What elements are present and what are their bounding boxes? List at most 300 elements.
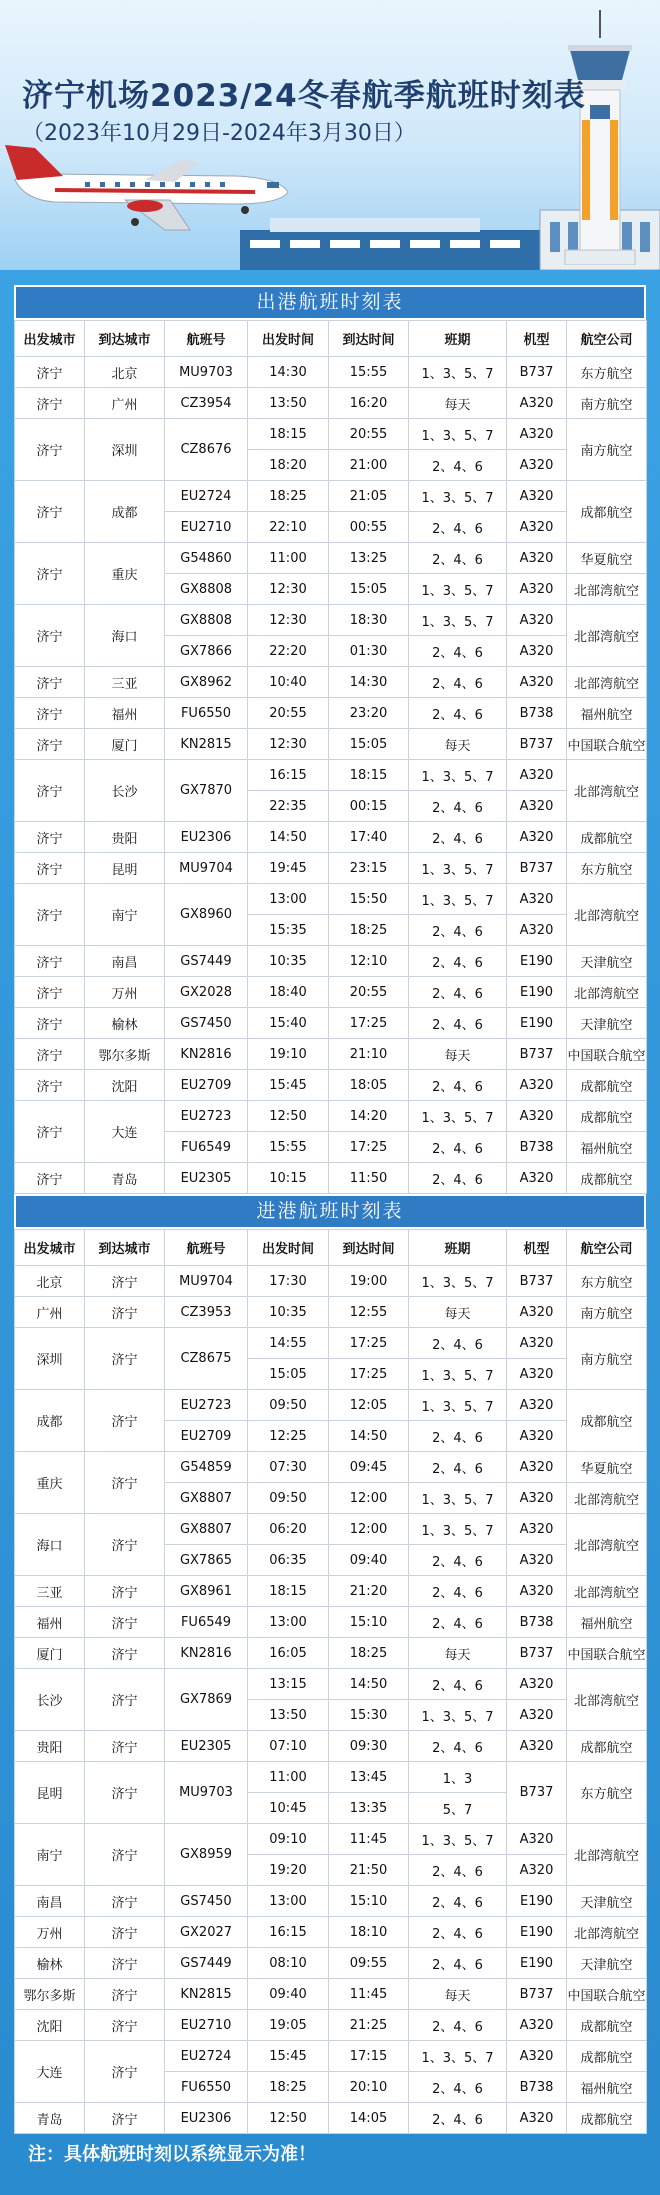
arrival-time: 09:30 [329,1731,409,1762]
arrival-time: 14:50 [329,1421,409,1452]
arrival-time: 12:00 [329,1483,409,1514]
operating-days: 2、4、6 [409,450,507,481]
operating-days: 1、3、5、7 [409,760,507,791]
destination-city: 昆明 [85,853,165,884]
arrival-time: 21:25 [329,2010,409,2041]
operating-days: 2、4、6 [409,1452,507,1483]
origin-city: 青岛 [15,2103,85,2134]
aircraft-type: A320 [507,512,567,543]
operating-days: 2、4、6 [409,2103,507,2134]
origin-city: 大连 [15,2041,85,2103]
departure-time: 13:50 [248,388,329,419]
aircraft-type: B737 [507,1266,567,1297]
table-row [15,543,647,574]
table-row [15,1762,647,1793]
flight-number: EU2305 [165,1163,248,1194]
flight-number: GX8807 [165,1514,248,1545]
flight-number: KN2816 [165,1638,248,1669]
destination-city: 济宁 [85,1514,165,1576]
departure-time: 19:20 [248,1855,329,1886]
departures-title: 出港航班时刻表 [14,285,646,320]
arrival-time: 15:50 [329,884,409,915]
arrival-time: 18:10 [329,1917,409,1948]
airline: 东方航空 [567,1762,647,1824]
table-row [15,1297,647,1328]
destination-city: 济宁 [85,2010,165,2041]
aircraft-type: E190 [507,977,567,1008]
operating-days: 2、4、6 [409,543,507,574]
aircraft-type: E190 [507,1948,567,1979]
airline: 华夏航空 [567,1452,647,1483]
aircraft-type: A320 [507,760,567,791]
operating-days: 1、3、5、7 [409,1700,507,1731]
departure-time: 18:15 [248,419,329,450]
origin-city: 济宁 [15,1163,85,1194]
flight-number: EU2709 [165,1421,248,1452]
aircraft-type: A320 [507,1328,567,1359]
destination-city: 济宁 [85,1917,165,1948]
airline: 北部湾航空 [567,760,647,822]
departure-time: 14:30 [248,357,329,388]
origin-city: 济宁 [15,729,85,760]
departure-time: 12:30 [248,574,329,605]
destination-city: 重庆 [85,543,165,605]
table-row [15,1824,647,1855]
departure-time: 10:45 [248,1793,329,1824]
origin-city: 济宁 [15,667,85,698]
origin-city: 济宁 [15,388,85,419]
aircraft-type: A320 [507,481,567,512]
flight-number: FU6550 [165,2072,248,2103]
origin-city: 济宁 [15,1101,85,1163]
departure-time: 06:35 [248,1545,329,1576]
flight-number: EU2724 [165,2041,248,2072]
page-subtitle: （2023年10月29日-2024年3月30日） [22,121,416,146]
column-header: 机型 [507,1230,567,1266]
destination-city: 济宁 [85,1390,165,1452]
column-header: 到达城市 [85,321,165,357]
destination-city: 济宁 [85,1452,165,1514]
airline: 北部湾航空 [567,1917,647,1948]
destination-city: 济宁 [85,1824,165,1886]
arrival-time: 09:55 [329,1948,409,1979]
departure-time: 14:50 [248,822,329,853]
table-row [15,977,647,1008]
departure-time: 10:40 [248,667,329,698]
departure-time: 18:25 [248,2072,329,2103]
operating-days: 1、3、5、7 [409,1514,507,1545]
arrival-time: 17:25 [329,1008,409,1039]
arrival-time: 13:35 [329,1793,409,1824]
flight-number: MU9703 [165,1762,248,1824]
destination-city: 济宁 [85,2041,165,2103]
operating-days: 1、3、5、7 [409,853,507,884]
schedule-sheet [14,285,646,2134]
flight-number: G54860 [165,543,248,574]
operating-days: 1、3、5、7 [409,419,507,450]
flight-number: KN2815 [165,1979,248,2010]
aircraft-type: A320 [507,1359,567,1390]
origin-city: 鄂尔多斯 [15,1979,85,2010]
origin-city: 厦门 [15,1638,85,1669]
operating-days: 2、4、6 [409,822,507,853]
origin-city: 北京 [15,1266,85,1297]
arrival-time: 11:45 [329,1824,409,1855]
table-row [15,1607,647,1638]
table-row [15,2103,647,2134]
airline: 北部湾航空 [567,1824,647,1886]
table-row [15,2010,647,2041]
arrivals-table [14,1229,647,2134]
operating-days: 每天 [409,1638,507,1669]
table-row [15,822,647,853]
aircraft-type: A320 [507,1669,567,1700]
departure-time: 12:25 [248,1421,329,1452]
operating-days: 1、3、5、7 [409,1483,507,1514]
arrival-time: 18:30 [329,605,409,636]
aircraft-type: A320 [507,605,567,636]
departure-time: 15:05 [248,1359,329,1390]
aircraft-type: A320 [507,543,567,574]
destination-city: 福州 [85,698,165,729]
origin-city: 南昌 [15,1886,85,1917]
arrival-time: 01:30 [329,636,409,667]
aircraft-type: A320 [507,388,567,419]
operating-days: 2、4、6 [409,915,507,946]
destination-city: 深圳 [85,419,165,481]
destination-city: 青岛 [85,1163,165,1194]
destination-city: 济宁 [85,1328,165,1390]
operating-days: 每天 [409,1979,507,2010]
arrival-time: 12:55 [329,1297,409,1328]
aircraft-type: B738 [507,2072,567,2103]
departures-table [14,320,647,1194]
departure-time: 18:20 [248,450,329,481]
flight-number: CZ3954 [165,388,248,419]
operating-days: 1、3、5、7 [409,357,507,388]
table-row [15,1008,647,1039]
table-row [15,698,647,729]
arrival-time: 11:45 [329,1979,409,2010]
table-row [15,853,647,884]
aircraft-type: A320 [507,791,567,822]
operating-days: 1、3、5、7 [409,1359,507,1390]
airline: 福州航空 [567,1132,647,1163]
aircraft-type: E190 [507,946,567,977]
origin-city: 三亚 [15,1576,85,1607]
flight-number: G54859 [165,1452,248,1483]
arrival-time: 17:25 [329,1132,409,1163]
arrival-time: 15:10 [329,1886,409,1917]
aircraft-type: A320 [507,450,567,481]
flight-number: EU2723 [165,1390,248,1421]
table-row [15,481,647,512]
table-row [15,1101,647,1132]
origin-city: 南宁 [15,1824,85,1886]
column-header: 出发时间 [248,1230,329,1266]
aircraft-type: A320 [507,1070,567,1101]
origin-city: 济宁 [15,543,85,605]
flight-number: CZ3953 [165,1297,248,1328]
departure-time: 07:30 [248,1452,329,1483]
operating-days: 5、7 [409,1793,507,1824]
flight-number: MU9704 [165,1266,248,1297]
departure-time: 12:30 [248,605,329,636]
destination-city: 济宁 [85,2103,165,2134]
origin-city: 济宁 [15,760,85,822]
airline: 中国联合航空 [567,1979,647,2010]
operating-days: 2、4、6 [409,1328,507,1359]
airline: 成都航空 [567,481,647,543]
table-row [15,1638,647,1669]
departure-time: 10:35 [248,1297,329,1328]
table-row [15,1514,647,1545]
departure-time: 08:10 [248,1948,329,1979]
aircraft-type: A320 [507,1731,567,1762]
airline: 福州航空 [567,1607,647,1638]
destination-city: 济宁 [85,1731,165,1762]
column-header: 班期 [409,321,507,357]
origin-city: 济宁 [15,946,85,977]
arrival-time: 14:20 [329,1101,409,1132]
operating-days: 每天 [409,1039,507,1070]
arrival-time: 18:25 [329,1638,409,1669]
header-banner [0,0,660,270]
column-header: 出发时间 [248,321,329,357]
table-row [15,419,647,450]
aircraft-type: A320 [507,1101,567,1132]
airline: 中国联合航空 [567,1039,647,1070]
operating-days: 2、4、6 [409,1576,507,1607]
departure-time: 15:35 [248,915,329,946]
operating-days: 2、4、6 [409,1421,507,1452]
flight-number: GX8808 [165,605,248,636]
airline: 中国联合航空 [567,729,647,760]
departure-time: 15:55 [248,1132,329,1163]
airline: 东方航空 [567,853,647,884]
departure-time: 18:25 [248,481,329,512]
origin-city: 济宁 [15,357,85,388]
airline: 南方航空 [567,388,647,419]
origin-city: 济宁 [15,698,85,729]
aircraft-type: A320 [507,636,567,667]
column-header: 机型 [507,321,567,357]
airline: 福州航空 [567,2072,647,2103]
airline: 北部湾航空 [567,884,647,946]
column-header: 航空公司 [567,321,647,357]
airline: 北部湾航空 [567,605,647,667]
origin-city: 重庆 [15,1452,85,1514]
aircraft-type: A320 [507,574,567,605]
operating-days: 2、4、6 [409,2010,507,2041]
airline: 福州航空 [567,698,647,729]
column-header: 出发城市 [15,1230,85,1266]
departure-time: 18:15 [248,1576,329,1607]
arrival-time: 12:10 [329,946,409,977]
destination-city: 厦门 [85,729,165,760]
arrival-time: 14:30 [329,667,409,698]
airline: 南方航空 [567,419,647,481]
column-header: 班期 [409,1230,507,1266]
aircraft-type: A320 [507,1514,567,1545]
operating-days: 每天 [409,1297,507,1328]
aircraft-type: E190 [507,1917,567,1948]
departure-time: 15:45 [248,2041,329,2072]
airline: 天津航空 [567,1948,647,1979]
destination-city: 成都 [85,481,165,543]
operating-days: 2、4、6 [409,1886,507,1917]
arrival-time: 18:25 [329,915,409,946]
departure-time: 12:50 [248,2103,329,2134]
table-row [15,1390,647,1421]
operating-days: 2、4、6 [409,1917,507,1948]
departure-time: 18:40 [248,977,329,1008]
table-row [15,1070,647,1101]
aircraft-type: A320 [507,1163,567,1194]
table-row [15,667,647,698]
operating-days: 每天 [409,729,507,760]
aircraft-type: A320 [507,822,567,853]
flight-number: GS7450 [165,1886,248,1917]
arrival-time: 23:20 [329,698,409,729]
origin-city: 长沙 [15,1669,85,1731]
airline: 成都航空 [567,1390,647,1452]
aircraft-type: A320 [507,1700,567,1731]
destination-city: 济宁 [85,1669,165,1731]
departure-time: 19:45 [248,853,329,884]
origin-city: 济宁 [15,1070,85,1101]
origin-city: 济宁 [15,481,85,543]
arrival-time: 20:55 [329,419,409,450]
aircraft-type: A320 [507,1421,567,1452]
arrival-time: 18:15 [329,760,409,791]
table-row [15,1163,647,1194]
operating-days: 1、3、5、7 [409,1824,507,1855]
aircraft-type: A320 [507,884,567,915]
aircraft-type: B737 [507,1979,567,2010]
operating-days: 1、3、5、7 [409,884,507,915]
column-header: 到达城市 [85,1230,165,1266]
flight-number: GX8808 [165,574,248,605]
flight-number: EU2306 [165,822,248,853]
flight-number: GX7869 [165,1669,248,1731]
aircraft-type: A320 [507,1452,567,1483]
airline: 南方航空 [567,1328,647,1390]
arrival-time: 13:45 [329,1762,409,1793]
origin-city: 海口 [15,1514,85,1576]
table-row [15,388,647,419]
column-header: 航空公司 [567,1230,647,1266]
origin-city: 广州 [15,1297,85,1328]
departure-time: 16:15 [248,760,329,791]
table-row [15,1576,647,1607]
operating-days: 1、3 [409,1762,507,1793]
departure-time: 13:00 [248,1607,329,1638]
departure-time: 13:00 [248,884,329,915]
airline: 成都航空 [567,2010,647,2041]
control-tower-illustration [560,10,640,265]
aircraft-type: B738 [507,698,567,729]
arrival-time: 21:05 [329,481,409,512]
destination-city: 济宁 [85,1576,165,1607]
table-row [15,1731,647,1762]
arrival-time: 20:55 [329,977,409,1008]
table-row [15,946,647,977]
flight-number: GX7870 [165,760,248,822]
arrival-time: 13:25 [329,543,409,574]
aircraft-type: A320 [507,2103,567,2134]
origin-city: 深圳 [15,1328,85,1390]
table-row [15,1452,647,1483]
arrival-time: 09:45 [329,1452,409,1483]
arrival-time: 17:25 [329,1359,409,1390]
table-row [15,605,647,636]
operating-days: 1、3、5、7 [409,2041,507,2072]
arrival-time: 21:20 [329,1576,409,1607]
operating-days: 2、4、6 [409,1070,507,1101]
table-row [15,1917,647,1948]
table-row [15,1039,647,1070]
airline: 华夏航空 [567,543,647,574]
aircraft-type: B737 [507,1762,567,1824]
table-row [15,2041,647,2072]
page-title: 济宁机场2023/24冬春航季航班时刻表 [22,78,586,114]
departure-time: 06:20 [248,1514,329,1545]
table-row [15,1266,647,1297]
operating-days: 1、3、5、7 [409,1390,507,1421]
departure-time: 07:10 [248,1731,329,1762]
aircraft-type: B737 [507,1039,567,1070]
airline: 北部湾航空 [567,1483,647,1514]
flight-number: EU2710 [165,2010,248,2041]
flight-number: GX8959 [165,1824,248,1886]
airline: 成都航空 [567,1070,647,1101]
operating-days: 2、4、6 [409,1948,507,1979]
flight-number: GX8962 [165,667,248,698]
departure-time: 17:30 [248,1266,329,1297]
origin-city: 济宁 [15,1008,85,1039]
operating-days: 2、4、6 [409,1008,507,1039]
flight-number: EU2305 [165,1731,248,1762]
departure-time: 19:05 [248,2010,329,2041]
operating-days: 2、4、6 [409,946,507,977]
aircraft-type: A320 [507,1824,567,1855]
arrival-time: 16:20 [329,388,409,419]
flight-number: GS7449 [165,946,248,977]
arrival-time: 00:15 [329,791,409,822]
column-header: 到达时间 [329,321,409,357]
destination-city: 南宁 [85,884,165,946]
airline: 天津航空 [567,1008,647,1039]
destination-city: 长沙 [85,760,165,822]
airline: 北部湾航空 [567,1669,647,1731]
arrival-time: 21:00 [329,450,409,481]
destination-city: 济宁 [85,1638,165,1669]
origin-city: 济宁 [15,853,85,884]
destination-city: 济宁 [85,1886,165,1917]
flight-number: EU2306 [165,2103,248,2134]
departure-time: 15:45 [248,1070,329,1101]
flight-number: GX2027 [165,1917,248,1948]
departure-time: 13:15 [248,1669,329,1700]
destination-city: 沈阳 [85,1070,165,1101]
operating-days: 2、4、6 [409,791,507,822]
origin-city: 成都 [15,1390,85,1452]
aircraft-type: B737 [507,729,567,760]
flight-number: KN2815 [165,729,248,760]
column-header: 到达时间 [329,1230,409,1266]
arrival-time: 17:15 [329,2041,409,2072]
